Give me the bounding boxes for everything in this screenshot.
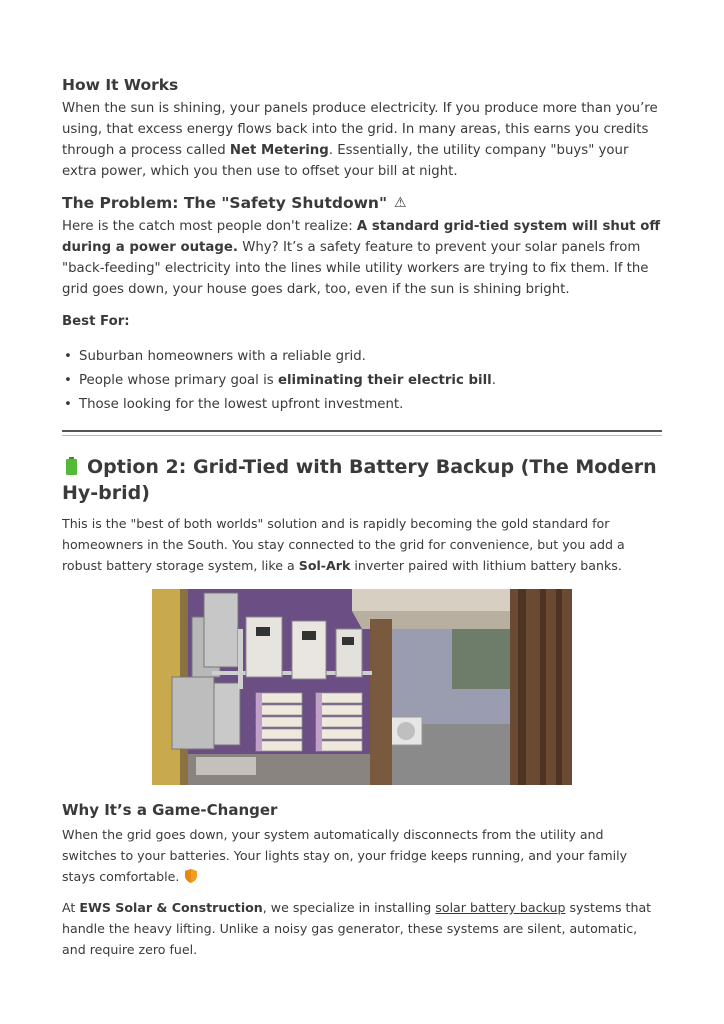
battery-icon — [66, 457, 77, 475]
game-changer-heading: Why It’s a Game-Changer — [62, 801, 278, 819]
sol-ark-brand: Sol-Ark — [298, 558, 351, 573]
how-it-works-section — [62, 76, 662, 182]
section-divider — [62, 430, 662, 436]
list-item: • People whose primary goal is eliminating their electric bill. — [62, 369, 662, 393]
company-name: EWS Solar & Construction — [79, 900, 263, 915]
shutdown-warning-text: A standard grid-tied system will shut off during a power outage. — [62, 219, 661, 255]
problem-paragraph: Here is the catch most people don't realize: A standard grid-tied system will shut off during a power outage. Why? It’s a safety feature to prevent your solar panels from "back-feeding" electricity into the lines while utility workers are trying to fix them. If the grid goes down, your house goes dark, too, even if the sun is shining bright. — [62, 219, 661, 297]
list-item: • Those looking for the lowest upfront investment. — [62, 393, 662, 417]
problem-section — [62, 194, 662, 300]
how-it-works-heading: How It Works — [62, 76, 179, 94]
best-for-list — [62, 345, 662, 417]
list-item: • Suburban homeowners with a reliable grid. — [62, 345, 662, 369]
game-changer-section — [62, 801, 662, 960]
solar-battery-backup-link[interactable]: solar battery backup — [435, 900, 566, 915]
option2-intro — [62, 513, 662, 576]
document-page — [62, 76, 662, 960]
warning-icon: ⚠ — [394, 195, 407, 211]
problem-heading: The Problem: The "Safety Shutdown" ⚠ — [62, 194, 407, 212]
option2-heading: Option 2: Grid-Tied with Battery Backup (The Modern Hy-brid) — [62, 456, 657, 504]
best-for-label: Best For: — [62, 314, 130, 329]
shield-icon — [185, 869, 197, 883]
ews-paragraph: At EWS Solar & Construction, we specialize in installing solar battery backup systems that handle the heavy lifting. Unlike a noisy gas generator, these systems are silent, automatic, and require zero fuel. — [62, 900, 652, 957]
battery-installation-photo — [152, 589, 572, 785]
how-it-works-paragraph: When the sun is shining, your panels produce electricity. If you produce more than you’re using, that excess energy flows back into the grid. In many areas, this earns you credits through a process called Net Metering. Essentially, the utility company "buys" your extra power, which you then use to offset your bill at night. — [62, 101, 658, 179]
game-changer-paragraph: When the grid goes down, your system automatically disconnects from the utility and switches to your batteries. Your lights stay on, your fridge keeps running, and your family stays comfortable. — [62, 827, 628, 884]
net-metering-term: Net Metering — [229, 143, 329, 158]
option2-paragraph: This is the "best of both worlds" solution and is rapidly becoming the gold standard for homeowners in the South. You stay connected to the grid for convenience, but you add a robust battery storage system, like a Sol-Ark inverter paired with lithium battery banks. — [62, 516, 625, 573]
